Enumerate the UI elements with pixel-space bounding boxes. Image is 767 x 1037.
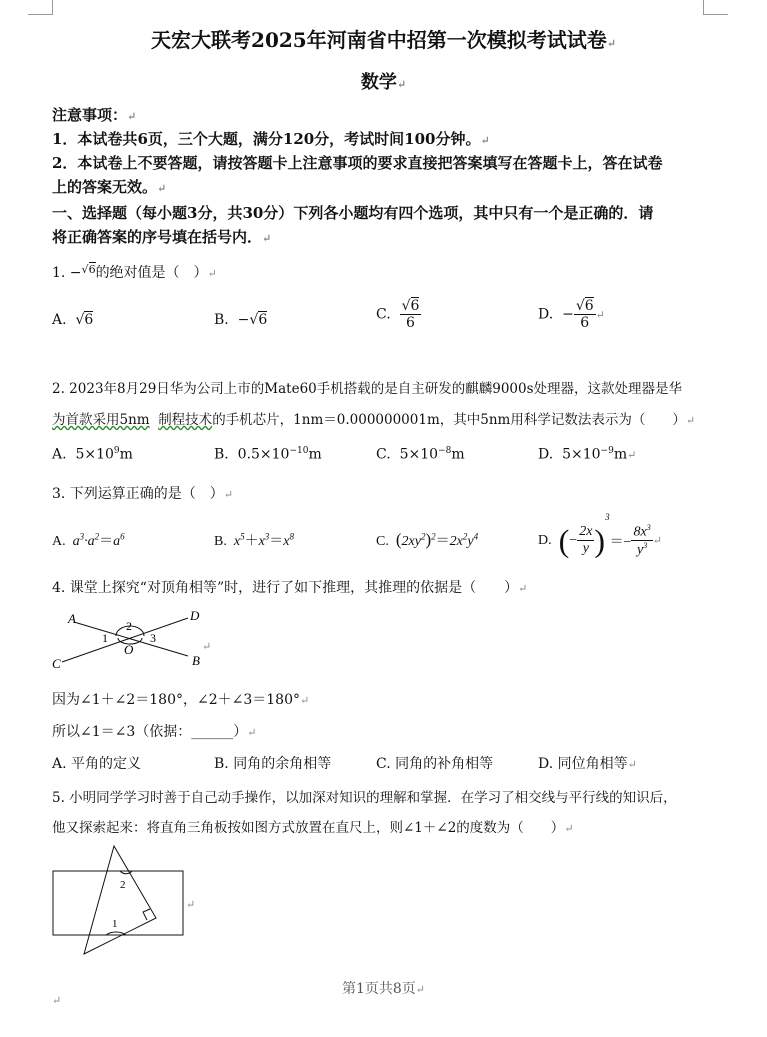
figure-4-para-mark: ↵ [202, 640, 212, 653]
end-para-mark: ↵ [52, 994, 62, 1007]
angle-1-label: 1 [102, 631, 108, 645]
point-d-label: D [190, 608, 200, 623]
angle-1-label: 1 [112, 918, 118, 930]
question-2-option-b: B. $0.5\times 10^{-10}m$ [214, 446, 322, 463]
section-1-heading-cont: 将正确答案的序号填在括号内．↵ [52, 228, 272, 246]
question-5-stem-cont: 他又探索起来：将直角三角板按如图方式放置在直尺上，则∠1＋∠2的度数为（ ）↵ [52, 820, 574, 836]
notice-item-2-cont: 上的答案无效。↵ [52, 178, 167, 196]
point-a-label: A [68, 611, 76, 626]
set-square [84, 846, 156, 954]
crop-mark-top-right [703, 0, 728, 15]
question-4-option-c: C. 同角的补角相等 [376, 756, 494, 772]
question-4-because: 因为∠1＋∠2＝180°，∠2＋∠3＝180°↵ [52, 692, 310, 708]
question-2-stem: 2. 2023年8月29日华为公司上市的Mate60手机搭载的是自主研发的麒麟9000s处理器，这款处理器是华 [52, 381, 683, 397]
crop-mark-top-left [28, 0, 53, 15]
question-4-option-b: B. 同角的余角相等 [214, 756, 332, 772]
notice-item-1: 1．本试卷共6页，三个大题，满分120分，考试时间100分钟。↵ [52, 130, 490, 148]
question-2-option-a: A. $5\times 10^9m$ [52, 446, 133, 463]
ruler [53, 871, 183, 935]
question-3-option-d: D. (− $\frac{2x}{y}$ )$^3$＝− $\frac{8x^3}{y^3}$ ↵ [538, 512, 662, 559]
question-5-stem: 5. 小明同学学习时善于自己动手操作，以加深对知识的理解和掌握．在学习了相交线与平行线的知识后， [52, 790, 677, 806]
question-3-option-c: C. $(2xy^2)^2=2x^2y^4$ [376, 530, 479, 549]
question-2-option-c: C. $5\times 10^{-8}m$ [376, 446, 465, 463]
notice-heading: 注意事项：↵ [52, 106, 137, 124]
question-1-option-b: B. −√6 [214, 312, 268, 328]
question-2-option-d: D. $5\times 10^{-9}m↵$ [538, 446, 637, 463]
figure-5-para-mark: ↵ [186, 898, 196, 911]
question-3-stem: 3. 下列运算正确的是（ ）↵ [52, 486, 234, 502]
question-3-option-b: B. $x^5+x^3=x^8$ [214, 531, 294, 549]
angle-3-label: 3 [150, 631, 156, 645]
question-4-option-a: A. 平角的定义 [52, 756, 142, 772]
question-4-option-d: D. 同位角相等↵ [538, 756, 637, 772]
point-b-label: B [192, 653, 200, 668]
page-footer: 第1页共8页↵ [341, 981, 426, 997]
angle-2-label: 2 [126, 619, 132, 633]
question-1-option-c: C. $\frac{√6}{6}$ [376, 298, 420, 331]
question-1-option-a: A. √6 [52, 312, 94, 328]
angle-2-label: 2 [120, 879, 126, 891]
question-3-option-a: A. $a^3\cdot a^2=a^6$ [52, 531, 125, 549]
question-5-figure [50, 842, 190, 960]
point-o-label: O [124, 642, 134, 657]
subject-title: 数学↵ [360, 72, 407, 93]
question-2-stem-cont: 为首款采用5nm 制程技术的手机芯片，1nm＝0.000000001m，其中5nm用科学记数法表示为（ ）↵ [52, 412, 696, 428]
right-angle-mark [143, 909, 150, 920]
question-4-stem: 4. 课堂上探究“对顶角相等”时，进行了如下推理，其推理的依据是（ ）↵ [52, 580, 528, 596]
notice-item-2: 2．本试卷上不要答题，请按答题卡上注意事项的要求直接把答案填写在答题卡上，答在试卷 [52, 154, 663, 172]
question-1-option-d: D. − $\frac{√6}{6}$ ↵ [538, 298, 605, 331]
exam-title: 天宏大联考2025年河南省中招第一次模拟考试试卷↵ [151, 28, 616, 52]
question-4-figure [48, 606, 218, 672]
section-1-heading: 一、选择题（每小题3分，共30分）下列各小题均有四个选项，其中只有一个是正确的．请 [52, 204, 654, 222]
point-c-label: C [52, 656, 61, 671]
question-4-therefore: 所以∠1＝∠3（依据：______）↵ [52, 724, 257, 740]
question-1-stem: 1. −$^{√6}$的绝对值是（ ）↵ [52, 263, 217, 281]
